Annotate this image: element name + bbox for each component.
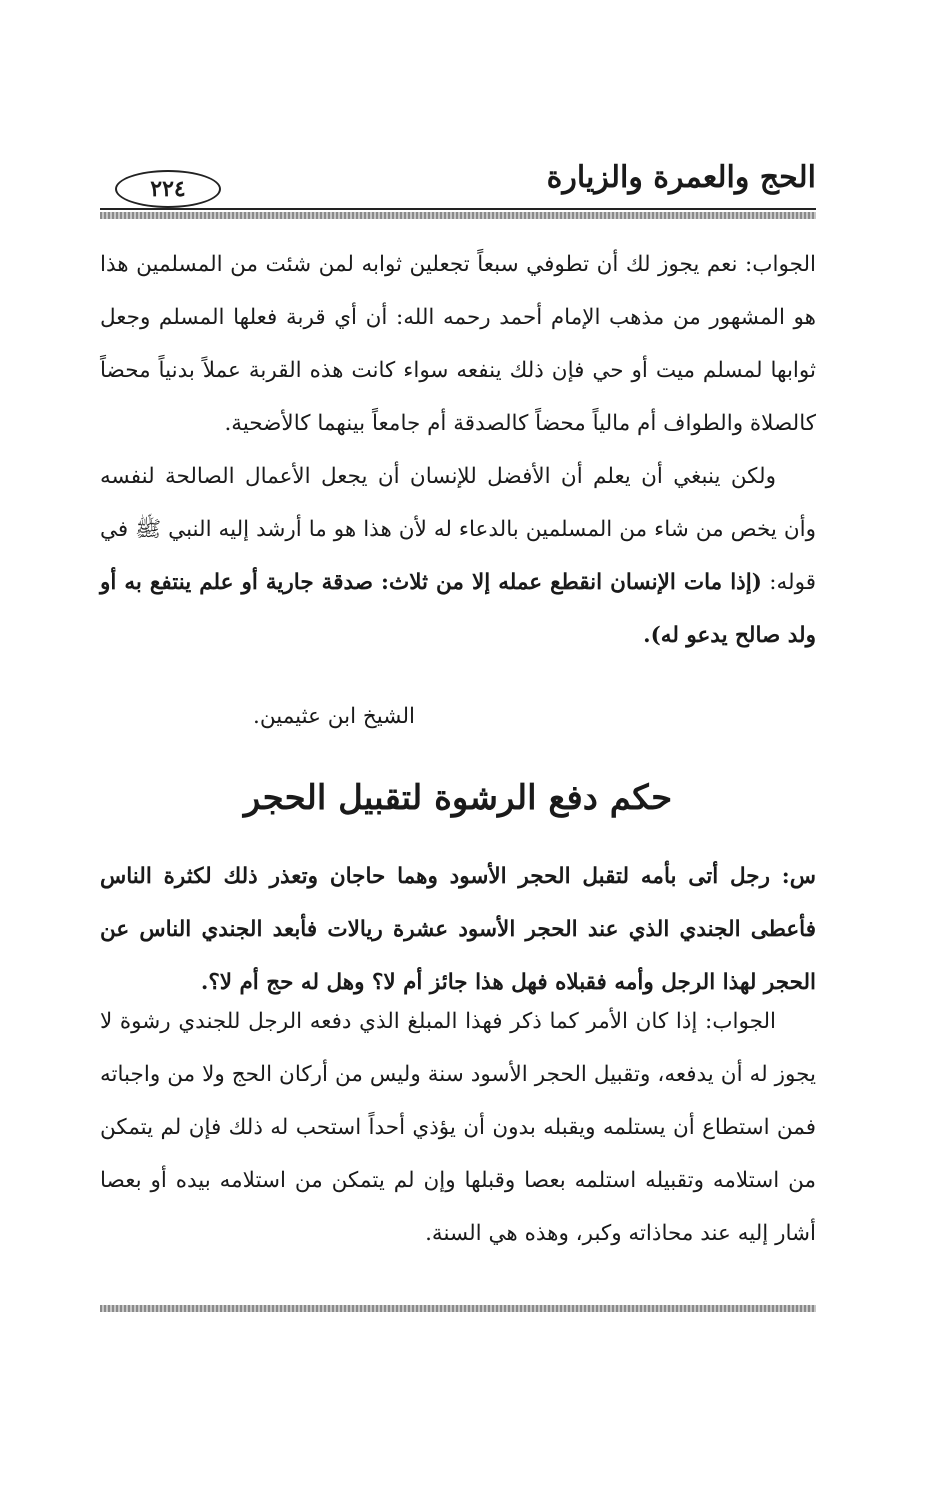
page-number: ٢٢٤ [115, 170, 221, 208]
answer-block-2 [100, 995, 816, 1260]
hadith-quote: (إذا مات الإنسان انقطع عمله إلا من ثلاث: صدقة جارية أو علم ينتفع به أو ولد صالح يدعو له). [100, 570, 816, 648]
answer-block [100, 238, 816, 662]
footer-rule [100, 1305, 816, 1312]
answer-paragraph: الجواب: نعم يجوز لك أن تطوفي سبعاً تجعلين ثوابه لمن شئت من المسلمين هذا هو المشهور من مذهب الإمام أحمد رحمه الله: أن أي قربة فعلها المسلم وجعل ثوابها لمسلم ميت أو حي فإن ذلك ينفعه سواء كانت هذه القربة عملاً بدنياً محضاً كالصلاة والطواف أم مالياً محضاً كالصدقة أم جامعاً بينهما كالأضحية. [100, 252, 816, 436]
section-heading: حكم دفع الرشوة لتقبيل الحجر [243, 778, 673, 818]
question-block [100, 850, 816, 1009]
advice-text: ولكن ينبغي أن يعلم أن الأفضل للإنسان أن يجعل الأعمال الصالحة لنفسه وأن يخص من شاء من المسلمين بالدعاء له لأن هذا هو ما أرشد إليه النبي ﷺ في قوله: [100, 464, 816, 595]
advice-paragraph [100, 450, 816, 662]
header-rule [100, 212, 816, 219]
signature: الشيخ ابن عثيمين. [253, 704, 415, 729]
page-header [100, 150, 816, 210]
question-paragraph: س: رجل أتى بأمه لتقبل الحجر الأسود وهما حاجان وتعذر ذلك لكثرة الناس فأعطى الجندي الذي عند الحجر الأسود عشرة ريالات فأبعد الجندي الناس عن الحجر لهذا الرجل وأمه فقبلاه فهل هذا جائز أم لا؟ وهل له حج أم لا؟. [100, 864, 816, 995]
running-title: الحج والعمرة والزيارة [546, 160, 816, 195]
answer-paragraph-2: الجواب: إذا كان الأمر كما ذكر فهذا المبلغ الذي دفعه الرجل للجندي رشوة لا يجوز له أن يدفعه، وتقبيل الحجر الأسود سنة وليس من أركان الحج ولا من واجباته فمن استطاع أن يستلمه ويقبله بدون أن يؤذي أحداً استحب له ذلك فإن لم يتمكن من استلامه وتقبيله استلمه بعصا وقبلها وإن لم يتمكن من استلامه بيده أو بعصا أشار إليه عند محاذاته وكبر، وهذه هي السنة. [100, 1009, 816, 1246]
